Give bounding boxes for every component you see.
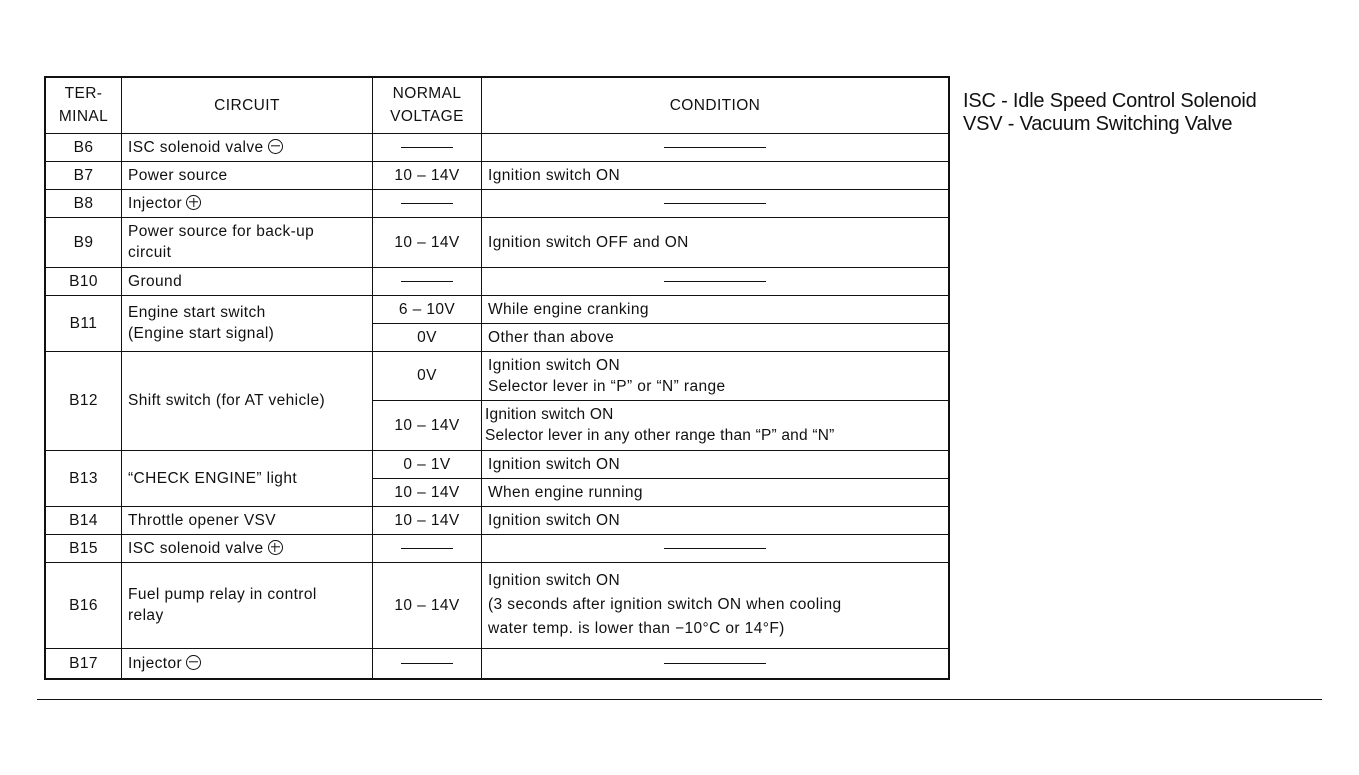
voltage-cell: 10 – 14V [373,161,482,189]
condition-cell [482,648,950,679]
dash-mark [664,203,766,204]
circuit-cell: Ground [122,267,373,295]
table-row [45,189,949,217]
dash-mark [664,663,766,664]
circuit-cell: Injector [122,189,373,217]
voltage-cell: 10 – 14V [373,506,482,534]
dash-mark [664,548,766,549]
table-row [45,217,949,267]
condition-cell: Ignition switch ON [482,506,950,534]
table-row [45,562,949,648]
voltage-cell: 10 – 14V [373,217,482,267]
condition-cell [482,189,950,217]
terminal-voltage-table [44,76,950,680]
table-row [45,450,949,478]
minus-symbol-icon [186,655,201,670]
voltage-cell [373,648,482,679]
table-row [45,133,949,161]
voltage-cell: 0V [373,323,482,351]
condition-cell: Ignition switch ON Selector lever in “P” or “N” range [482,351,950,400]
condition-cell: Ignition switch ON [482,161,950,189]
circuit-cell: Power source [122,161,373,189]
dash-mark [401,281,453,282]
dash-mark [664,147,766,148]
voltage-cell [373,534,482,562]
condition-cell [482,534,950,562]
voltage-cell: 10 – 14V [373,562,482,648]
table-row [45,161,949,189]
terminal-cell: B15 [45,534,122,562]
terminal-cell: B8 [45,189,122,217]
condition-cell [482,133,950,161]
voltage-cell: 10 – 14V [373,400,482,450]
terminal-cell: B12 [45,351,122,450]
condition-cell: While engine cranking [482,295,950,323]
voltage-cell: 10 – 14V [373,478,482,506]
condition-cell: Ignition switch ON (3 seconds after ignition switch ON when cooling water temp. is lower than −10°C or 14°F) [482,562,950,648]
table-row [45,506,949,534]
circuit-cell: Shift switch (for AT vehicle) [122,351,373,450]
table-row [45,534,949,562]
voltage-cell: 6 – 10V [373,295,482,323]
dash-mark [401,147,453,148]
dash-mark [401,663,453,664]
circuit-cell: Throttle opener VSV [122,506,373,534]
voltage-cell [373,267,482,295]
header-circuit: CIRCUIT [122,77,373,133]
minus-symbol-icon [268,139,283,154]
table-row [45,295,949,323]
bottom-rule [37,699,1322,700]
header-terminal: TER- MINAL [45,77,122,133]
circuit-cell: Injector [122,648,373,679]
table-row [45,267,949,295]
table-row [45,351,949,400]
terminal-cell: B11 [45,295,122,351]
voltage-cell [373,189,482,217]
legend-isc: ISC - Idle Speed Control Solenoid [963,90,1257,112]
voltage-cell [373,133,482,161]
terminal-cell: B14 [45,506,122,534]
condition-cell: Ignition switch ON Selector lever in any other range than “P” and “N” [482,400,950,450]
terminal-cell: B9 [45,217,122,267]
header-condition: CONDITION [482,77,950,133]
circuit-cell: Engine start switch (Engine start signal) [122,295,373,351]
terminal-cell: B10 [45,267,122,295]
circuit-cell: ISC solenoid valve [122,133,373,161]
condition-cell: Other than above [482,323,950,351]
circuit-cell: Power source for back-up circuit [122,217,373,267]
abbreviation-legend [963,90,1257,136]
plus-symbol-icon [268,540,283,555]
condition-cell: Ignition switch OFF and ON [482,217,950,267]
circuit-cell: “CHECK ENGINE” light [122,450,373,506]
legend-vsv: VSV - Vacuum Switching Valve [963,113,1233,135]
table-header-row [45,77,949,133]
plus-symbol-icon [186,195,201,210]
dash-mark [401,203,453,204]
terminal-cell: B7 [45,161,122,189]
terminal-cell: B16 [45,562,122,648]
condition-cell [482,267,950,295]
voltage-cell: 0V [373,351,482,400]
condition-cell: When engine running [482,478,950,506]
condition-cell: Ignition switch ON [482,450,950,478]
terminal-cell: B6 [45,133,122,161]
dash-mark [401,548,453,549]
voltage-cell: 0 – 1V [373,450,482,478]
header-voltage: NORMAL VOLTAGE [373,77,482,133]
dash-mark [664,281,766,282]
terminal-cell: B13 [45,450,122,506]
circuit-cell: Fuel pump relay in control relay [122,562,373,648]
table-row [45,648,949,679]
terminal-cell: B17 [45,648,122,679]
circuit-cell: ISC solenoid valve [122,534,373,562]
